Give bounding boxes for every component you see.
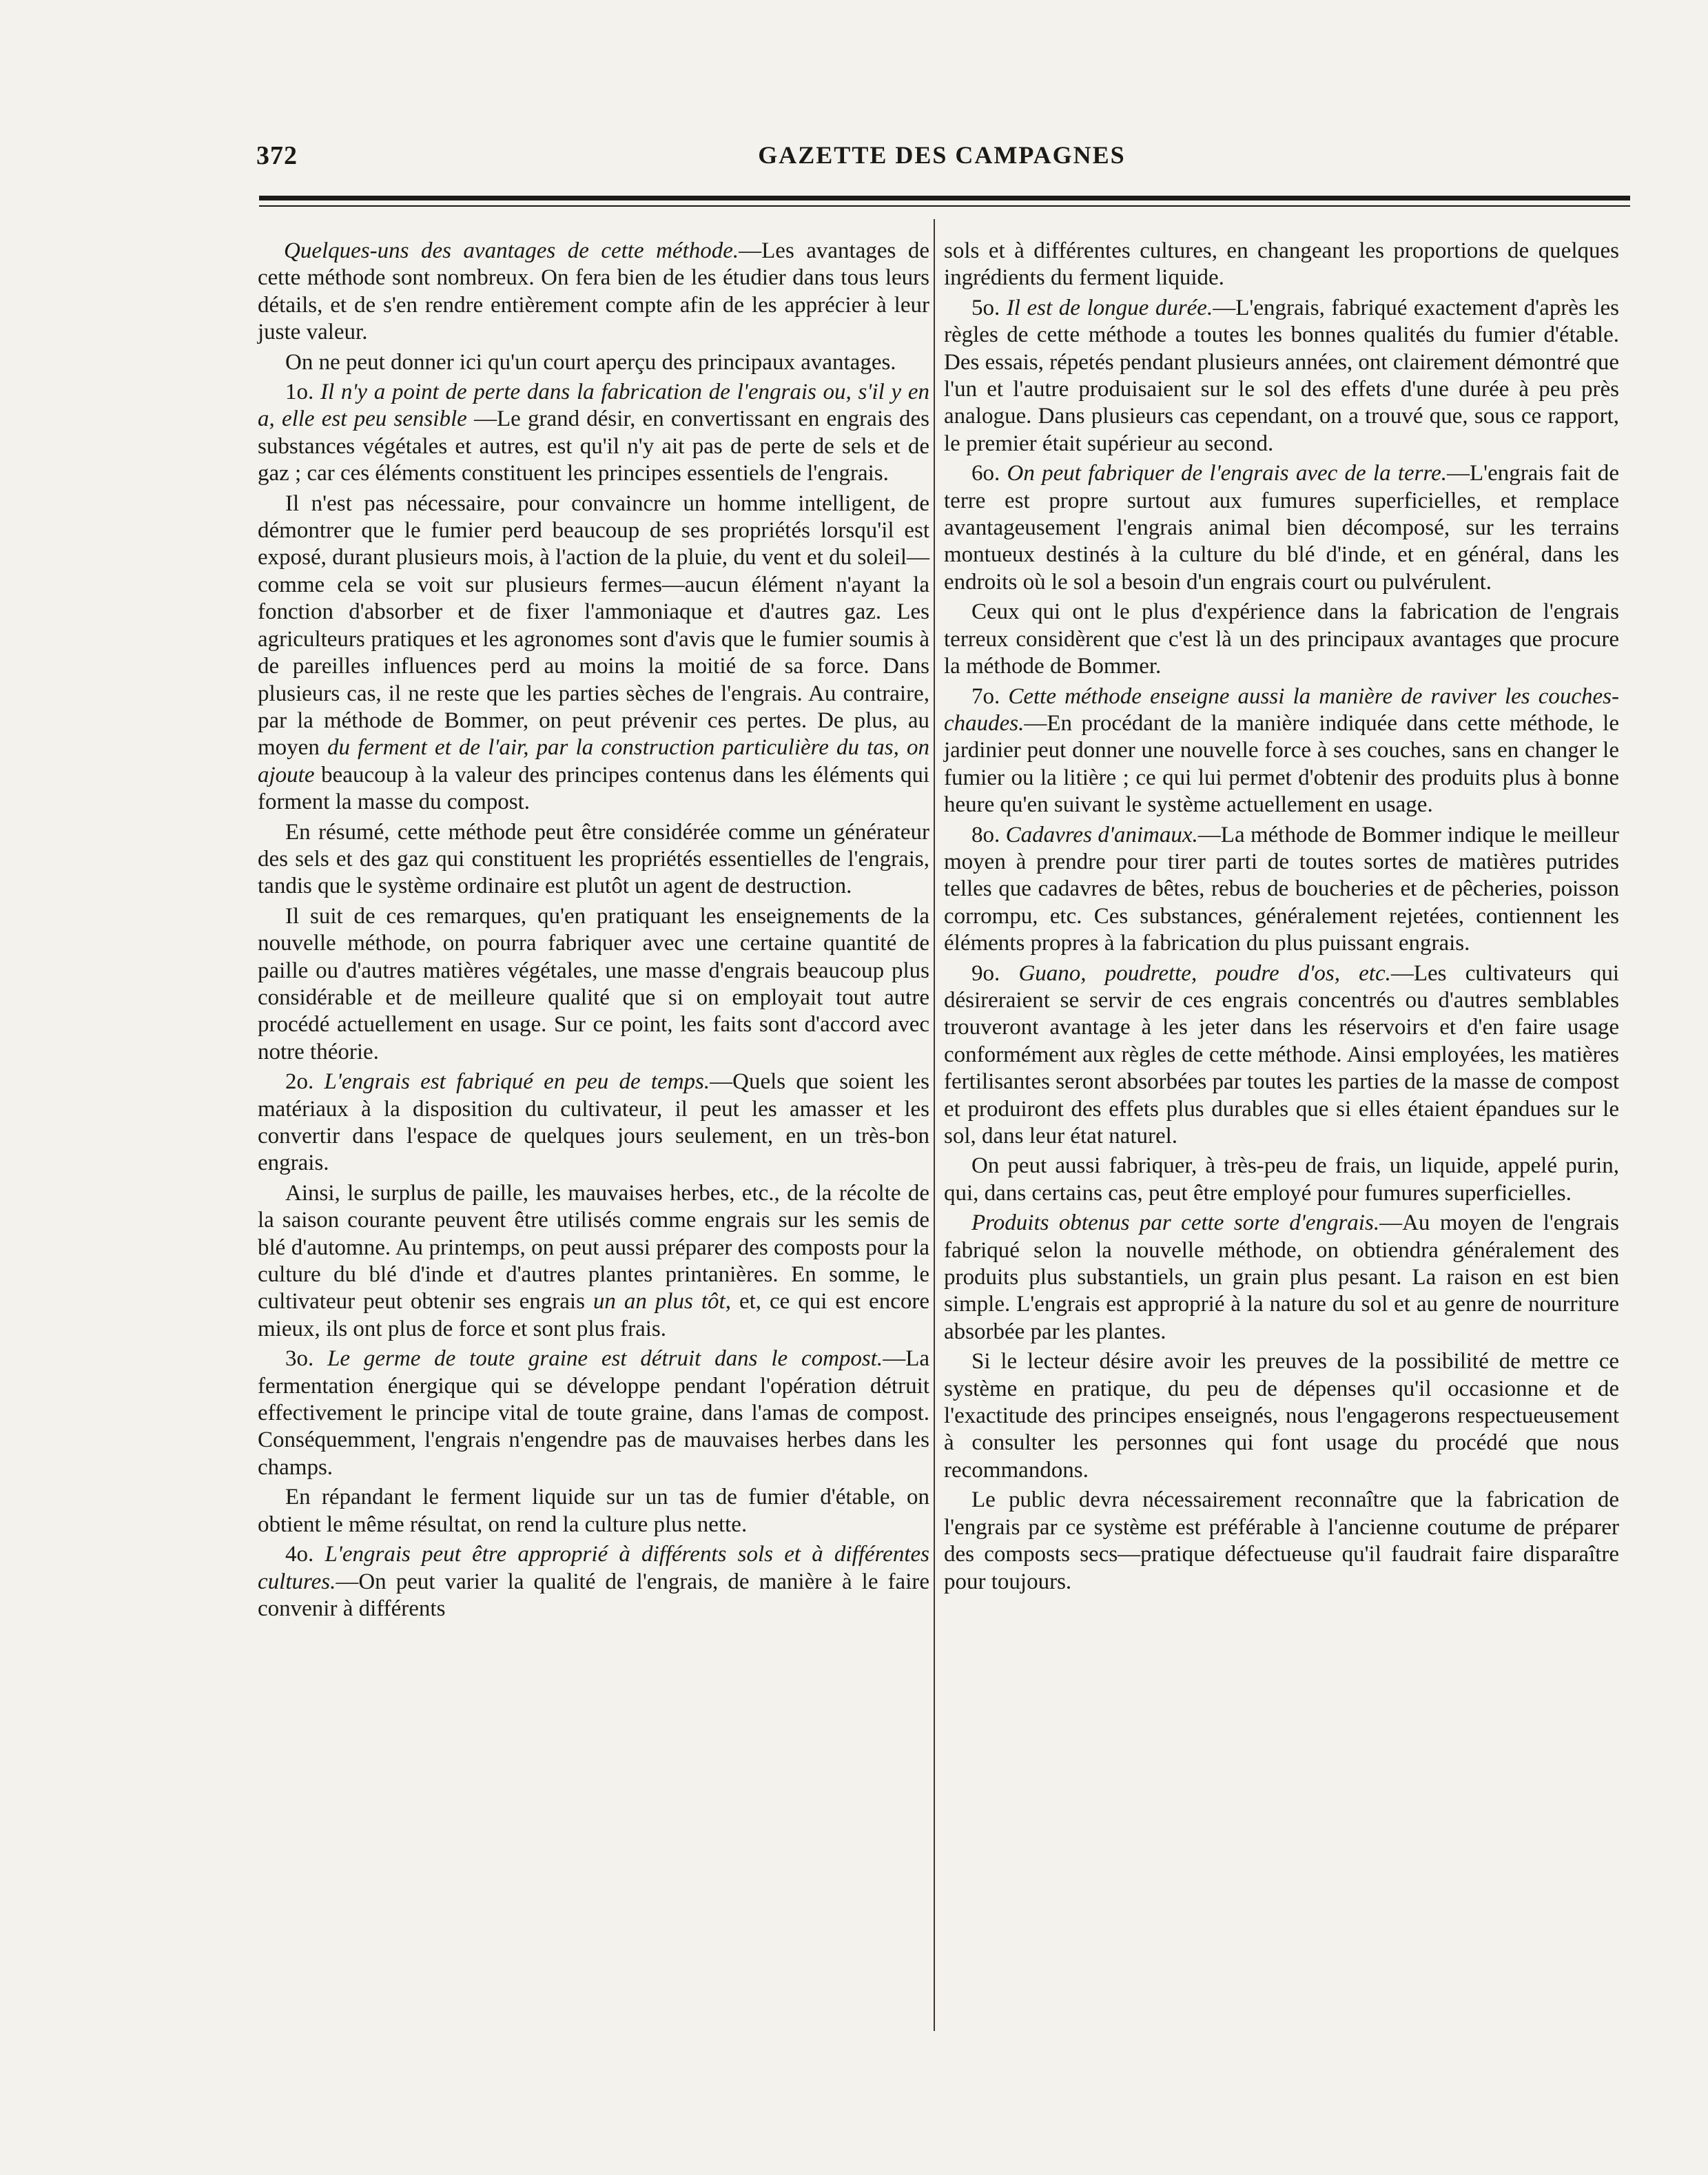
paragraph-text: —Les avantages de cette méthode sont nombreux. On fera bien de les étudier dans tous leurs détails, et de s'en rendre entièrement compte afin de les apprécier à leur juste valeur. [258,238,929,345]
section-title: Produits obtenus par cette sorte d'engrais. [971,1210,1380,1236]
paragraph-text: et, ce qui est encore mieux, ils ont plus de force et sont plus frais. [258,1289,929,1341]
item-number: 2o. [285,1069,314,1095]
paragraph: En répandant le ferment liquide sur un tas de fumier d'étable, on obtient le même résultat, on rend la culture plus nette. [258,1485,929,1537]
paragraph-text: —Les cultivateurs qui désireraient se servir de ces engrais concentrés ou d'autres semblables trouveront avantage à les jeter dans les réservoirs et d'en faire usage conformément aux règles de cette méthode. Ainsi employées, les matières fertilisantes seront absorbées par toutes les parties de la masse de compost et produiront des effets plus durables que si elles étaient épandues sur le sol, dans leur état naturel. [944,960,1619,1148]
paragraph [944,822,1619,958]
paragraph: sols et à différentes cultures, en changeant les proportions de quelques ingrédients du ferment liquide. [944,238,1619,291]
section-title: Cadavres d'animaux. [1005,822,1198,847]
paragraph-text: —En procédant de la manière indiquée dans cette méthode, le jardinier peut donner une nouvelle force à ses couches, sans en changer le fumier ou la litière ; ce qui lui permet d'obtenir des produits plus à bonne heure qu'en suivant le système actuellement en usage. [944,710,1619,818]
journal-title: GAZETTE DES CAMPAGNES [758,141,1126,169]
emphasis-text: du ferment et de l'air, par la construction particulière du tas, on ajoute [258,735,929,787]
paragraph-text: —La méthode de Bommer indique le meilleur moyen à prendre pour tirer parti de toutes sortes de matières putrides telles que cadavres de bêtes, rebus de boucheries et de pêcheries, poisson corrompu, etc. Ces substances, généralement rejetées, contiennent les éléments propres à la fabrication du plus puissant engrais. [944,822,1619,956]
paragraph [944,683,1619,819]
paragraph: Si le lecteur désire avoir les preuves de la possibilité de mettre ce système en pratique, du peu de dépenses qu'il occasionne et de l'exactitude des principes enseignés, nous l'engagerons respectueusement à consulter les personnes qui font usage du procédé que nous recommandons. [944,1349,1619,1483]
right-column [944,238,1619,1598]
item-number: 3o. [285,1346,314,1372]
paragraph [258,1346,929,1481]
section-title: Le germe de toute graine est détruit dans le compost. [327,1346,883,1372]
paragraph: Le public devra nécessairement reconnaître que la fabrication de l'engrais par ce système est préférable à l'ancienne coutume de préparer des composts secs—pratique défectueuse qu'il faudrait faire disparaître pour toujours. [944,1487,1619,1594]
item-number: 9o. [971,960,1000,986]
paragraph-text: —L'engrais fait de terre est propre surtout aux fumures superficielles, et remplace avantageusement l'engrais animal bien décomposé, sur les terrains montueux destinés à la culture du blé d'inde, et en général, dans les endroits où le sol a besoin d'un engrais court ou pulvérulent. [944,461,1620,595]
emphasis-text: un an plus tôt, [593,1289,731,1315]
section-title: Quelques-uns des avantages de cette méthode. [284,238,739,263]
header-rule-thick [259,196,1630,200]
paragraph-text: —La fermentation énergique qui se développe pendant l'opération détruit effectivement le principe vital de toute graine, dans l'amas de compost. Conséquemment, l'engrais n'engendre pas de mauvaises herbes dans les champs. [258,1346,929,1480]
section-title: Cette méthode enseigne aussi la manière de raviver les couches-chaudes. [944,683,1619,736]
section-title: Il n'y a point de perte dans la fabrication de l'engrais ou, s'il y en a, elle est peu sensible [258,380,929,432]
item-number: 6o. [971,461,1000,486]
section-title: On peut fabriquer de l'engrais avec de la terre. [1007,461,1448,486]
section-title: L'engrais est fabriqué en peu de temps. [324,1069,710,1095]
paragraph [944,460,1619,596]
paragraph [944,960,1619,1151]
paragraph-text: Ainsi, le surplus de paille, les mauvaises herbes, etc., de la récolte de la saison courante peuvent être utilisés comme engrais sur les semis de blé d'automne. Au printemps, on peut aussi préparer des composts pour la culture du blé d'inde et d'autres plantes printanières. En somme, le cultivateur peut obtenir ses engrais [258,1180,929,1315]
item-number: 5o. [971,295,1000,320]
column-divider [934,219,935,2031]
section-title: Il est de longue durée. [1006,295,1213,320]
left-column [258,238,929,1625]
item-number: 8o. [971,822,1000,847]
paragraph-text: —Quels que soient les matériaux à la disposition du cultivateur, il peut les amasser et les convertir dans l'espace de quelques jours seulement, en un très-bon engrais. [258,1069,930,1176]
paragraph [944,295,1619,457]
paragraph: On peut aussi fabriquer, à très-peu de frais, un liquide, appelé purin, qui, dans certains cas, peut être employé pour fumures superficielles. [944,1153,1619,1206]
page-header [256,136,1627,178]
item-number: 7o. [971,683,1000,709]
paragraph-text: beaucoup à la valeur des principes contenus dans les éléments qui forment la masse du compost. [258,762,930,815]
paragraph-text: —On peut varier la qualité de l'engrais, de manière à le faire convenir à différents [258,1569,929,1621]
item-number: 4o. [285,1542,314,1567]
paragraph [258,238,929,347]
page-number: 372 [256,141,298,170]
paragraph [258,379,929,488]
paragraph-text: Il n'est pas nécessaire, pour convaincre un homme intelligent, de démontrer que le fumier perd beaucoup de ses propriétés lorsqu'il est exposé, durant plusieurs mois, à l'action de la pluie, du vent et du soleil—comme cela se voit sur plusieurs fermes—aucun élément n'ayant la fonction d'absorber et de fixer l'ammoniaque et d'autres gaz. Les agriculteurs pratiques et les agronomes sont d'avis que le fumier soumis à de pareilles influences perd au moins la moitié de sa force. Dans plusieurs cas, il ne reste que les parties sèches de l'engrais. Au contraire, par la méthode de Bommer, on peut prévenir ces pertes. De plus, au moyen [258,491,929,761]
paragraph [258,1541,929,1622]
paragraph [258,491,929,816]
paragraph: Ceux qui ont le plus d'expérience dans la fabrication de l'engrais terreux considèrent que c'est là un des principaux avantages que procure la méthode de Bommer. [944,599,1619,679]
paragraph-text: —L'engrais, fabriqué exactement d'après les règles de cette méthode a toutes les bonnes qualités du fumier d'étable. Des essais, répetés pendant plusieurs années, ont clairement démontré que l'un et l'autre produisaient sur le sol des effets d'une durée à peu près analogue. Dans plusieurs cas cependant, on a trouvé que, sous ce rapport, le premier était supérieur au second. [944,295,1620,456]
paragraph-text: —Le grand désir, en convertissant en engrais des substances végétales et autres, est qu'il n'y ait pas de perte de sels et de gaz ; car ces éléments constituent les principes essentiels de l'engrais. [258,406,930,486]
item-number: 1o. [285,380,314,405]
paragraph: En résumé, cette méthode peut être considérée comme un générateur des sels et des gaz qui constituent les propriétés essentielles de l'engrais, tandis que le système ordinaire est plutôt un agent de destruction. [258,819,929,899]
paragraph [944,1210,1619,1346]
header-rule-thin [259,205,1630,207]
paragraph: On ne peut donner ici qu'un court aperçu des principaux avantages. [285,349,896,375]
section-title: L'engrais peut être approprié à différents sols et à différentes cultures. [258,1542,929,1594]
paragraph [258,1069,929,1177]
paragraph-text: —Au moyen de l'engrais fabriqué selon la nouvelle méthode, on obtiendra généralement des produits plus substantiels, un grain plus pesant. La raison en est bien simple. L'engrais est approprié à la nature du sol et au genre de nourriture absorbée par les plantes. [944,1210,1619,1344]
section-title: Guano, poudrette, poudre d'os, etc. [1018,960,1391,986]
paragraph [258,1180,929,1343]
paragraph: Il suit de ces remarques, qu'en pratiquant les enseignements de la nouvelle méthode, on pourra fabriquer avec une certaine quantité de paille ou d'autres matières végétales, une masse d'engrais beaucoup plus considérable et de meilleure qualité que si on employait tout autre procédé actuellement en usage. Sur ce point, les faits sont d'accord avec notre théorie. [258,903,929,1064]
